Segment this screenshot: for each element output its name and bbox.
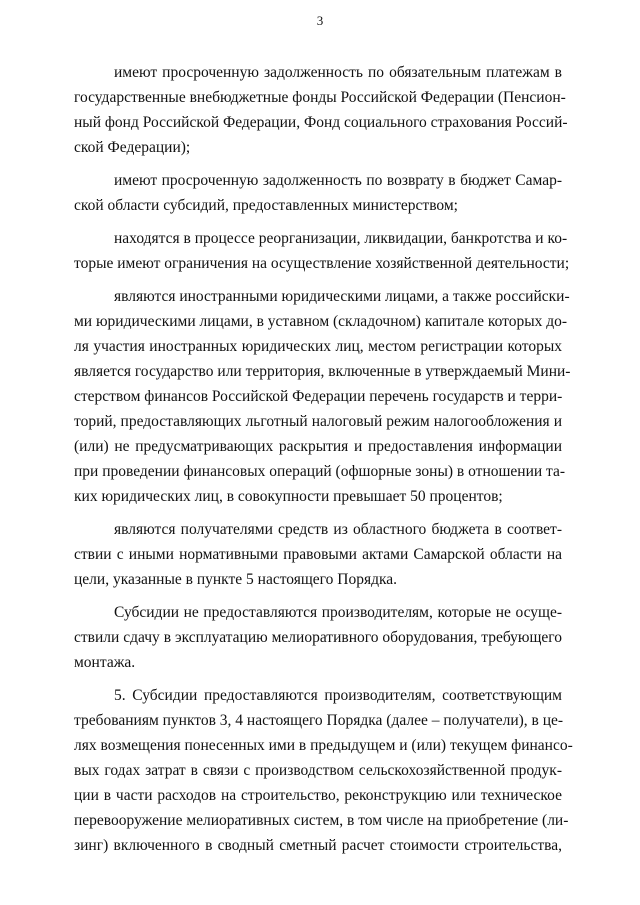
- paragraph-debt-funds: [74, 60, 568, 160]
- paragraph-foreign-entities: [74, 284, 571, 509]
- text-line: вых годах затрат в связи с производством сельскохозяйственной продук-: [74, 762, 562, 779]
- text-line: лях возмещения понесенных ими в предыдущем и (или) текущем финансо-: [74, 737, 573, 754]
- text-line: являются получателями средств из областного бюджета в соответ-: [114, 521, 562, 538]
- document-body: [74, 60, 573, 858]
- text-line: торые имеют ограничения на осуществление хозяйственной деятельности;: [74, 255, 570, 272]
- text-line: стерством финансов Российской Федерации перечень государств и терри-: [74, 388, 563, 405]
- text-line: при проведении финансовых операций (офшорные зоны) в отношении та-: [74, 463, 566, 480]
- text-line: ми юридическими лицами, в уставном (складочном) капитале которых до-: [74, 313, 568, 330]
- text-line: (или) не предусматривающих раскрытия и предоставления информации: [74, 438, 562, 455]
- text-line: цели, указанные в пункте 5 настоящего Порядка.: [74, 571, 398, 588]
- text-line: ствии с иными нормативными правовыми актами Самарской области на: [74, 546, 562, 563]
- text-line: находятся в процессе реорганизации, ликвидации, банкротства и ко-: [114, 230, 568, 247]
- text-line: зинг) включенного в сводный сметный расчет стоимости строительства,: [74, 837, 562, 854]
- text-line: ствили сдачу в эксплуатацию мелиоративного оборудования, требующего: [74, 629, 562, 646]
- text-line: 5. Субсидии предоставляются производителям, соответствующим: [114, 687, 562, 704]
- paragraph-item-5: [74, 683, 573, 858]
- paragraph-reorganization: [74, 226, 570, 276]
- text-line: ких юридических лиц, в совокупности превышает 50 процентов;: [74, 488, 503, 505]
- text-line: являются иностранными юридическими лицами, а также российски-: [114, 288, 570, 305]
- text-line: ля участия иностранных юридических лиц, местом регистрации которых: [74, 338, 562, 355]
- text-line: является государство или территория, включенные в утверждаемый Мини-: [74, 363, 571, 380]
- text-line: государственные внебюджетные фонды Российской Федерации (Пенсион-: [74, 89, 566, 106]
- text-line: ской области субсидий, предоставленных министерством;: [74, 197, 458, 214]
- page-number: 3: [316, 13, 324, 28]
- paragraph-debt-budget: [74, 168, 562, 218]
- text-line: Субсидии не предоставляются производителям, которые не осуще-: [114, 604, 562, 621]
- text-line: торий, предоставляющих льготный налоговый режим налогообложения и: [74, 413, 562, 430]
- text-line: имеют просроченную задолженность по обязательным платежам в: [114, 64, 562, 81]
- text-line: монтажа.: [74, 654, 136, 671]
- paragraph-regional-budget: [74, 517, 562, 592]
- text-line: ской Федерации);: [74, 139, 191, 156]
- text-line: требованиям пунктов 3, 4 настоящего Порядка (далее – получатели), в це-: [74, 712, 564, 729]
- text-line: имеют просроченную задолженность по возврату в бюджет Самар-: [114, 172, 562, 189]
- text-line: перевооружение мелиоративных систем, в том числе на приобретение (ли-: [74, 812, 569, 829]
- text-line: ции в части расходов на строительство, реконструкцию или техническое: [74, 787, 562, 804]
- paragraph-subsidy-exclusion: [74, 600, 562, 675]
- text-line: ный фонд Российской Федерации, Фонд социального страхования Россий-: [74, 114, 568, 131]
